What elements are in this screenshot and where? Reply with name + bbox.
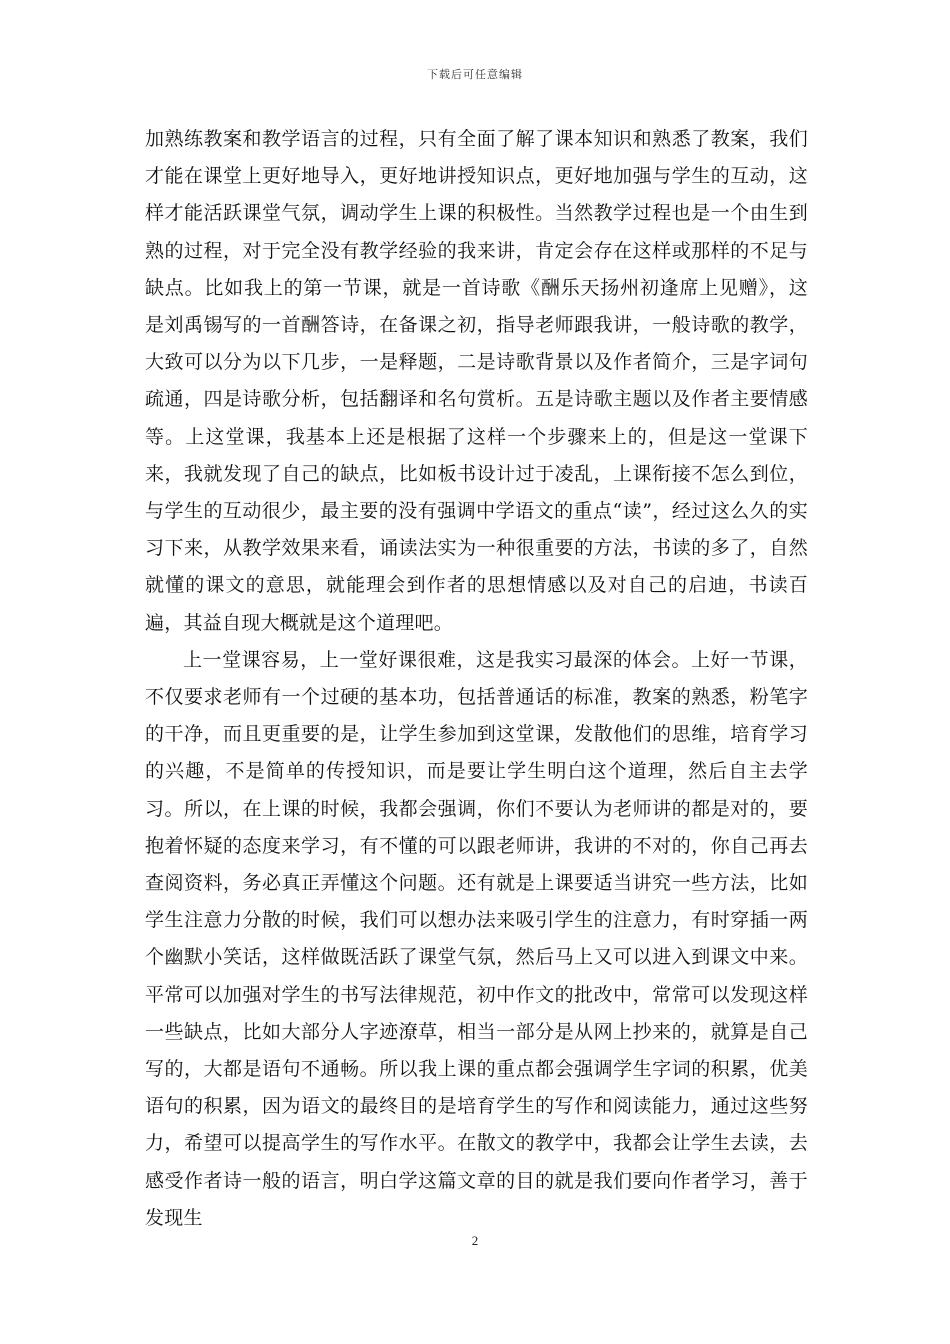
body-paragraph-1: 加熟练教案和教学语言的过程，只有全面了解了课本知识和熟悉了教案，我们才能在课堂上更好地导入，更好地讲授知识点，更好地加强与学生的互动，这样才能活跃课堂气氛，调动学生上课的积极性。当然教学过程也是一个由生到熟的过程，对于完全没有教学经验的我来讲，肯定会存在这样或那样的不足与缺点。比如我上的第一节课，就是一首诗歌《酬乐天扬州初逢席上见赠》，这是刘禹锡写的一首酬答诗，在备课之初，指导老师跟我讲，一般诗歌的教学，大致可以分为以下几步，一是释题，二是诗歌背景以及作者简介，三是字词句疏通，四是诗歌分析，包括翻译和名句赏析。五是诗歌主题以及作者主要情感等。上这堂课，我基本上还是根据了这样一个步骤来上的，但是这一堂课下来，我就发现了自己的缺点，比如板书设计过于凌乱，上课衔接不怎么到位，与学生的互动很少，最主要的没有强调中学语文的重点“读”，经过这么久的实习下来，从教学效果来看，诵读法实为一种很重要的方法，书读的多了，自然就懂的课文的意思，就能理会到作者的思想情感以及对自己的启迪，书读百遍，其益自现大概就是这个道理吧。 — [145, 128, 808, 634]
page-number: 2 — [471, 1233, 479, 1248]
body-paragraph-2: 上一堂课容易，上一堂好课很难，这是我实习最深的体会。上好一节课，不仅要求老师有一个过硬的基本功，包括普通话的标准，教案的熟悉，粉笔字的干净，而且更重要的是，让学生参加到这堂课，发散他们的思维，培育学习的兴趣，不是简单的传授知识，而是要让学生明白这个道理，然后自主去学习。所以，在上课的时候，我都会强调，你们不要认为老师讲的都是对的，要抱着怀疑的态度来学习，有不懂的可以跟老师讲，我讲的不对的，你自己再去查阅资料，务必真正弄懂这个问题。还有就是上课要适当讲究一些方法，比如学生注意力分散的时候，我们可以想办法来吸引学生的注意力，有时穿插一两个幽默小笑话，这样做既活跃了课堂气氛，然后马上又可以进入到课文中来。平常可以加强对学生的书写法律规范，初中作文的批改中，常常可以发现这样一些缺点，比如大部分人字迹潦草，相当一部分是从网上抄来的，就算是自己写的，大都是语句不通畅。所以我上课的重点都会强调学生字词的积累，优美语句的积累，因为语文的最终目的是培育学生的写作和阅读能力，通过这些努力，希望可以提高学生的写作水平。在散文的教学中，我都会让学生去读，去感受作者诗一般的语言，明白学这篇文章的目的就是我们要向作者学习，善于发现生 — [145, 648, 808, 1229]
page-header: 下载后可任意编辑 — [427, 68, 523, 81]
document-body — [145, 121, 808, 1237]
